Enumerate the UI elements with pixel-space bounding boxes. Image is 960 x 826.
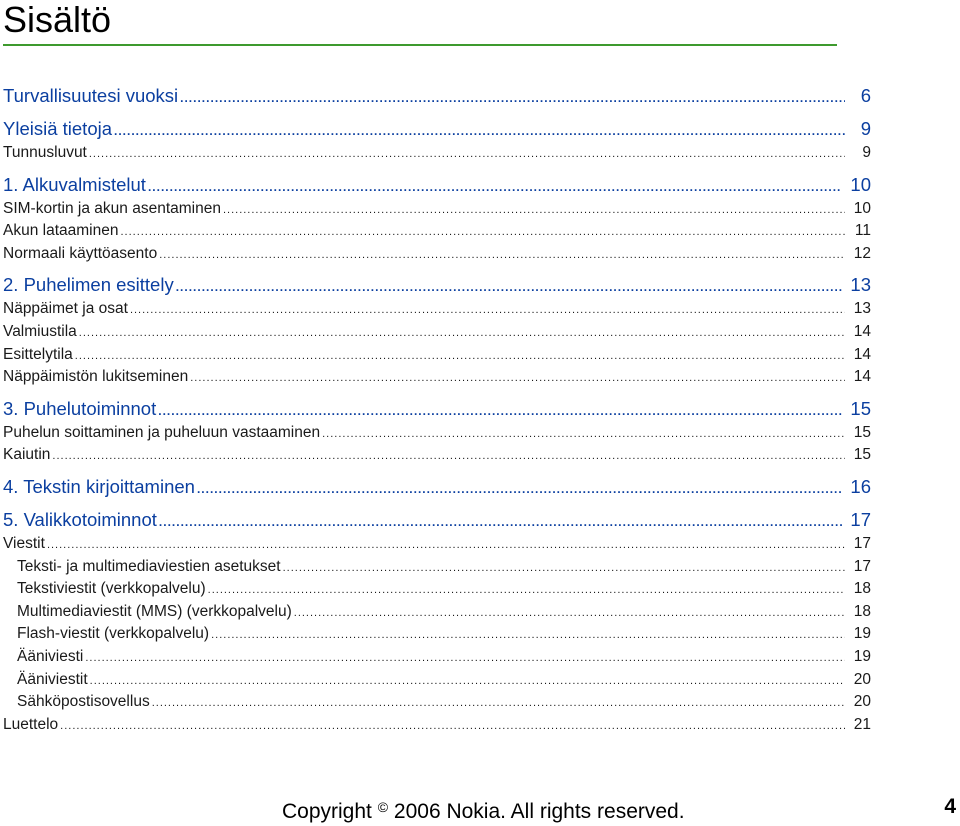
toc-entry-page: 6 [860,85,871,106]
toc-leader-dots [75,345,845,368]
toc-entry-page: 14 [853,322,871,340]
toc-entry-page: 20 [853,693,871,711]
toc-entry-label: Teksti- ja multimediaviestien asetukset [17,557,281,575]
toc-entry-label: 1. Alkuvalmistelut [3,173,146,195]
toc-section-entry[interactable] [3,142,871,165]
toc-chapter-entry[interactable] [3,272,871,298]
toc-leader-dots [90,670,845,693]
toc-entry-page: 19 [853,625,871,643]
toc-leader-dots [114,118,845,144]
toc-leader-dots [152,692,845,715]
toc-section-entry[interactable] [3,422,871,445]
toc-entry-label: Multimediaviestit (MMS) (verkkopalvelu) [17,602,292,620]
toc-section-entry[interactable] [3,533,871,556]
toc-section-entry[interactable] [3,691,871,714]
toc-entry-page: 13 [853,300,871,318]
toc-leader-dots [130,299,845,322]
toc-section-entry[interactable] [3,646,871,669]
toc-entry-page: 12 [853,244,871,262]
toc-entry-page: 15 [853,446,871,464]
toc-chapter-entry[interactable] [3,507,871,533]
toc-entry-page: 14 [853,345,871,363]
toc-entry-page: 9 [860,118,871,139]
toc-leader-dots [148,174,842,200]
toc-entry-label: Tunnusluvut [3,144,87,161]
toc-leader-dots [60,715,845,738]
toc-entry-label: Näppäimistön lukitseminen [3,368,189,386]
toc-entry-label: Turvallisuutesi vuoksi [3,85,179,106]
page-number: 4 [944,795,956,818]
toc-entry-page: 20 [853,670,871,688]
toc-entry-page: 21 [853,715,871,733]
toc-section-entry[interactable] [3,366,871,389]
toc-entry-label: Ääniviestit [17,670,88,688]
toc-entry-label: Kaiutin [3,446,51,464]
toc-entry-page: 17 [853,557,871,575]
toc-entry-label: Puhelun soittaminen ja puheluun vastaaminen [3,423,321,441]
toc-leader-dots [211,624,845,647]
toc-leader-dots [180,85,845,111]
toc-leader-dots [120,221,845,244]
toc-entry-label: Valmiustila [3,322,77,340]
toc-entry-page: 16 [850,475,871,497]
toc-leader-dots [159,244,845,267]
toc-leader-dots [52,445,845,468]
toc-leader-dots [158,398,842,424]
toc-section-entry[interactable] [3,444,871,467]
toc-section-entry[interactable] [3,220,871,243]
toc-entry-label: Viestit [3,534,45,552]
toc-entry-page: 11 [854,222,871,240]
toc-entry-page: 13 [850,274,871,296]
toc-entry-label: 4. Tekstin kirjoittaminen [3,475,195,497]
toc-chapter-entry[interactable] [3,396,871,422]
toc-entry-label: Akun lataaminen [3,222,119,240]
toc-section-entry[interactable] [3,623,871,646]
table-of-contents [3,83,871,736]
toc-section-entry[interactable] [3,344,871,367]
toc-entry-page: 17 [853,534,871,552]
toc-leader-dots [190,367,845,390]
toc-section-entry[interactable] [3,243,871,266]
toc-leader-dots [294,602,845,625]
toc-section-entry[interactable] [3,714,871,737]
toc-section-entry[interactable] [3,601,871,624]
toc-chapter-entry[interactable] [3,83,871,109]
copyright-footer [282,793,685,826]
toc-section-entry[interactable] [3,578,871,601]
toc-entry-label: Luettelo [3,715,59,733]
toc-entry-page: 9 [862,144,871,161]
toc-entry-page: 15 [850,397,871,419]
toc-leader-dots [283,557,845,580]
toc-entry-page: 14 [853,368,871,386]
toc-entry-page: 10 [850,173,871,195]
copyright-prefix: Copyright [282,800,372,823]
toc-entry-label: SIM-kortin ja akun asentaminen [3,199,221,217]
toc-leader-dots [176,274,843,300]
toc-entry-label: Normaali käyttöasento [3,244,158,262]
toc-chapter-entry[interactable] [3,116,871,142]
toc-entry-label: Tekstiviestit (verkkopalvelu) [17,580,206,598]
toc-section-entry[interactable] [3,321,871,344]
toc-chapter-entry[interactable] [3,474,871,500]
toc-entry-label: Näppäimet ja osat [3,300,128,318]
toc-entry-label: 5. Valikkotoiminnot [3,508,157,530]
toc-entry-label: Sähköpostisovellus [17,693,150,711]
copyright-text: 2006 Nokia. All rights reserved. [393,800,685,823]
toc-entry-page: 19 [853,647,871,665]
toc-entry-label: Ääniviesti [17,647,84,665]
toc-leader-dots [223,199,845,222]
toc-leader-dots [159,509,843,535]
toc-entry-label: Esittelytila [3,345,73,363]
toc-leader-dots [47,534,845,557]
toc-chapter-entry[interactable] [3,172,871,198]
toc-entry-page: 17 [850,508,871,530]
toc-entry-page: 15 [853,423,871,441]
toc-leader-dots [79,322,845,345]
toc-entry-label: Yleisiä tietoja [3,118,113,139]
toc-leader-dots [85,647,845,670]
toc-leader-dots [89,143,845,166]
toc-section-entry[interactable] [3,556,871,579]
toc-entry-label: 3. Puhelutoiminnot [3,397,157,419]
toc-section-entry[interactable] [3,669,871,692]
toc-entry-label: 2. Puhelimen esittely [3,274,174,296]
toc-entry-label: Flash-viestit (verkkopalvelu) [17,625,210,643]
toc-section-entry[interactable] [3,198,871,221]
page-title: Sisältö [3,0,112,40]
toc-section-entry[interactable] [3,298,871,321]
toc-leader-dots [208,579,845,602]
toc-leader-dots [322,423,845,446]
copyright-symbol: © [377,799,389,815]
toc-entry-page: 18 [853,602,871,620]
toc-leader-dots [197,476,842,502]
toc-entry-page: 18 [853,580,871,598]
toc-entry-page: 10 [853,199,871,217]
title-underline [3,44,837,46]
